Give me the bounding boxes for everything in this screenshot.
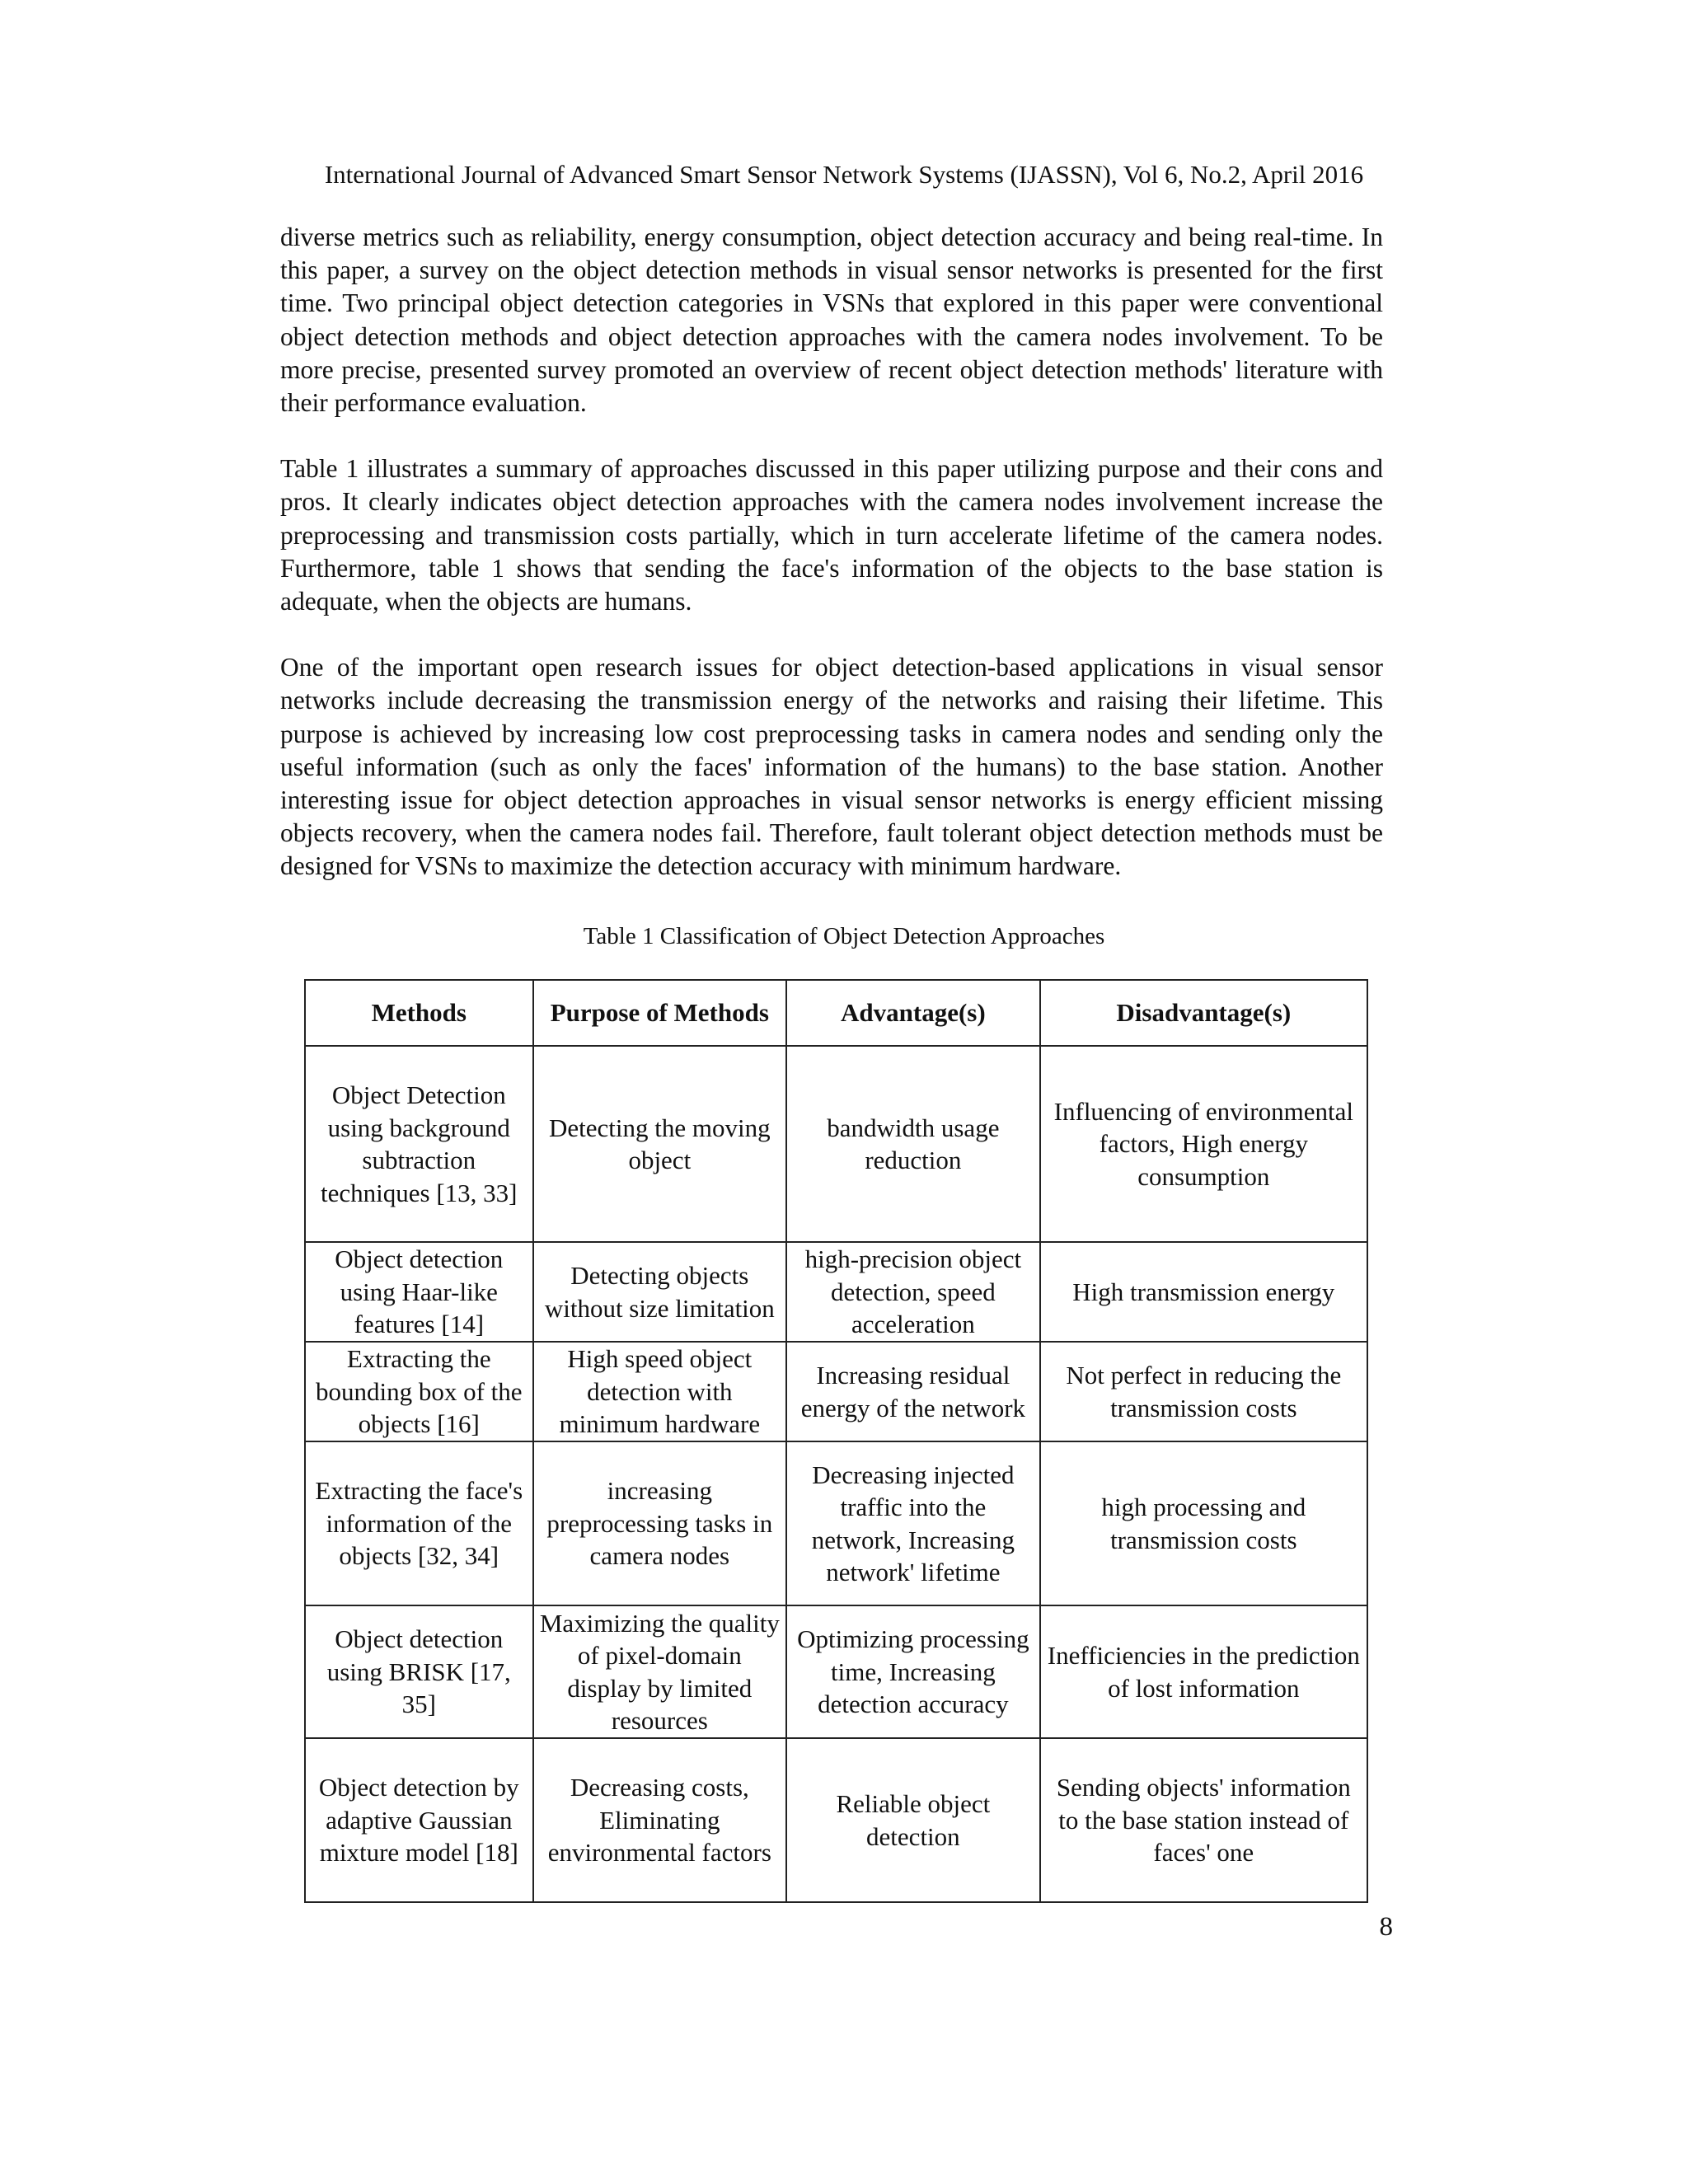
- cell-advantage: Decreasing injected traffic into the network, Increasing network' lifetime: [786, 1441, 1040, 1605]
- cell-purpose: Detecting objects without size limitation: [533, 1242, 787, 1342]
- cell-method: Object detection by adaptive Gaussian mixture model [18]: [305, 1738, 533, 1902]
- journal-header: International Journal of Advanced Smart Sensor Network Systems (IJASSN), Vol 6, No.2, April 2016: [324, 160, 1364, 189]
- table-row: [305, 1605, 1367, 1738]
- cell-advantage: Increasing residual energy of the network: [786, 1342, 1040, 1441]
- cell-disadvantage: Sending objects' information to the base station instead of faces' one: [1040, 1738, 1367, 1902]
- cell-disadvantage: high processing and transmission costs: [1040, 1441, 1367, 1605]
- header-purpose: Purpose of Methods: [533, 980, 787, 1046]
- table-caption: Table 1 Classification of Object Detection Approaches: [583, 923, 1105, 949]
- page-number: 8: [1379, 1912, 1393, 1942]
- header-disadvantages: Disadvantage(s): [1040, 980, 1367, 1046]
- cell-method: Object detection using Haar-like features [14]: [305, 1242, 533, 1342]
- cell-purpose: Maximizing the quality of pixel-domain display by limited resources: [533, 1605, 787, 1738]
- cell-advantage: bandwidth usage reduction: [786, 1046, 1040, 1242]
- cell-disadvantage: High transmission energy: [1040, 1242, 1367, 1342]
- cell-method: Extracting the bounding box of the objects [16]: [305, 1342, 533, 1441]
- cell-purpose: Decreasing costs, Eliminating environmental factors: [533, 1738, 787, 1902]
- table-row: [305, 1046, 1367, 1242]
- header-methods: Methods: [305, 980, 533, 1046]
- table-row: [305, 1342, 1367, 1441]
- cell-purpose: increasing preprocessing tasks in camera nodes: [533, 1441, 787, 1605]
- cell-disadvantage: Not perfect in reducing the transmission costs: [1040, 1342, 1367, 1441]
- cell-method: Extracting the face's information of the objects [32, 34]: [305, 1441, 533, 1605]
- table-row: [305, 1441, 1367, 1605]
- paragraph-2: Table 1 illustrates a summary of approaches discussed in this paper utilizing purpose and their cons and pros. It clearly indicates object detection approaches with the camera nodes involvement increase the preprocessing and transmission costs partially, which in turn accelerate lifetime of the camera nodes. Furthermore, table 1 shows that sending the face's information of the objects to the base station is adequate, when the objects are humans.: [280, 454, 1383, 616]
- cell-advantage: Optimizing processing time, Increasing detection accuracy: [786, 1605, 1040, 1738]
- header-advantages: Advantage(s): [786, 980, 1040, 1046]
- body-text: [280, 221, 1383, 916]
- cell-method: Object Detection using background subtraction techniques [13, 33]: [305, 1046, 533, 1242]
- cell-purpose: High speed object detection with minimum hardware: [533, 1342, 787, 1441]
- classification-table: [304, 979, 1368, 1903]
- cell-method: Object detection using BRISK [17, 35]: [305, 1605, 533, 1738]
- table-row: [305, 1242, 1367, 1342]
- table-row: [305, 1738, 1367, 1902]
- paragraph-3: One of the important open research issues for object detection-based applications in visual sensor networks include decreasing the transmission energy of the networks and raising their lifetime. This purpose is achieved by increasing low cost preprocessing tasks in camera nodes and sending only the useful information (such as only the faces' information of the humans) to the base station. Another interesting issue for object detection approaches in visual sensor networks is energy efficient missing objects recovery, when the camera nodes fail. Therefore, fault tolerant object detection methods must be designed for VSNs to maximize the detection accuracy with minimum hardware.: [280, 653, 1383, 881]
- cell-advantage: Reliable object detection: [786, 1738, 1040, 1902]
- paragraph-1: diverse metrics such as reliability, energy consumption, object detection accuracy and being real-time. In this paper, a survey on the object detection methods in visual sensor networks is presented for the first time. Two principal object detection categories in VSNs that explored in this paper were conventional object detection methods and object detection approaches with the camera nodes involvement. To be more precise, presented survey promoted an overview of recent object detection methods' literature with their performance evaluation.: [280, 223, 1383, 418]
- cell-advantage: high-precision object detection, speed acceleration: [786, 1242, 1040, 1342]
- cell-disadvantage: Inefficiencies in the prediction of lost information: [1040, 1605, 1367, 1738]
- cell-disadvantage: Influencing of environmental factors, High energy consumption: [1040, 1046, 1367, 1242]
- table-header-row: [305, 980, 1367, 1046]
- cell-purpose: Detecting the moving object: [533, 1046, 787, 1242]
